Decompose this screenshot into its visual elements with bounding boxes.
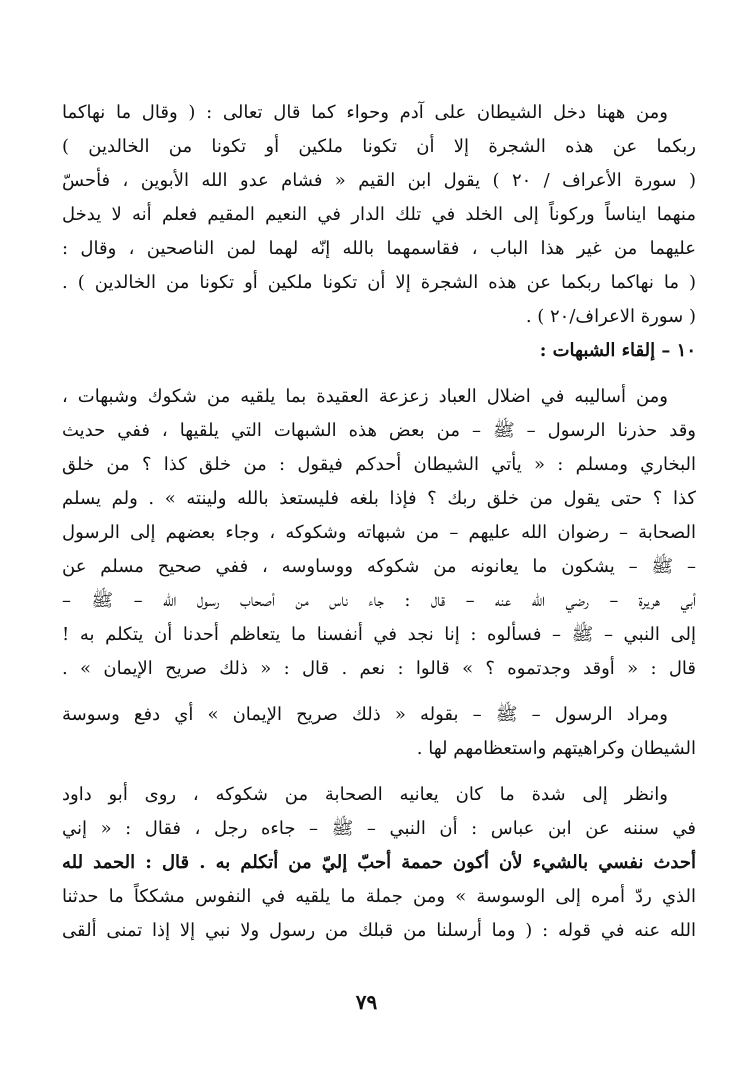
paragraph-meaning bbox=[62, 698, 696, 766]
page-number: ٧٩ bbox=[355, 990, 378, 1014]
paragraph-companions bbox=[62, 778, 696, 948]
text-line: وانظر إلى شدة ما كان يعانيه الصحابة من شكوكه ، روى أبو داود bbox=[62, 784, 668, 805]
text-line: الشيطان وكراهيتهم واستعظامهم لها . bbox=[416, 738, 696, 759]
text-line: عليهما من غير هذا الباب ، فقاسمهما بالله إنّه لهما لمن الناصحين ، وقال : bbox=[62, 238, 696, 259]
text-line: أحدث نفسي بالشيء لأن أكون حممة أحبّ إليّ من أتكلم به . قال : الحمد لله bbox=[62, 852, 696, 873]
text-line: ومن ههنا دخل الشيطان على آدم وحواء كما قال تعالى : ( وقال ما نهاكما bbox=[62, 102, 668, 123]
text-line: إلى النبي – ﷺ – فسألوه : إنا نجد في أنفسنا ما يتعاظم أحدنا أن يتكلم به ! bbox=[62, 624, 696, 645]
text-line: – ﷺ – يشكون ما يعانونه من شكوكه ووساوسه ، ففي صحيح مسلم عن bbox=[62, 556, 696, 577]
text-line: في سننه عن ابن عباس : أن النبي – ﷺ – جاءه رجل ، فقال : « إني bbox=[62, 818, 696, 839]
page-text bbox=[62, 96, 696, 948]
text-line: ( سورة الأعراف / ٢٠ ) يقول ابن القيم « فشام عدو الله الأبوين ، فأحسّ bbox=[62, 170, 696, 191]
section-heading: ١٠ – إلقاء الشبهات : bbox=[539, 340, 696, 361]
text-line: منهما ايناساً وركوناً إلى الخلد في تلك الدار في النعيم المقيم فعلم أنه لا يدخل bbox=[62, 204, 696, 225]
text-line: الذي ردّ أمره إلى الوسوسة » ومن جملة ما يلقيه في النفوس مشككاً ما حدثنا bbox=[62, 886, 696, 907]
text-line: الصحابة – رضوان الله عليهم – من شبهاته وشكوكه ، وجاء بعضهم إلى الرسول bbox=[62, 522, 696, 543]
text-line: كذا ؟ حتى يقول من خلق ربك ؟ فإذا بلغه فليستعذ بالله ولينته » . ولم يسلم bbox=[62, 488, 696, 509]
text-line: وقد حذرنا الرسول – ﷺ – من بعض هذه الشبهات التي يلقيها ، ففي حديث bbox=[62, 420, 696, 441]
text-line: ( سورة الاعراف/٢٠ ) . bbox=[525, 306, 696, 327]
text-line: أبي هريرة – رضي الله عنه – قال : جاء ناس من أصحاب رسول الله – ﷺ – bbox=[62, 590, 696, 611]
text-line: الله عنه في قوله : ( وما أرسلنا من قبلك من رسول ولا نبي إلا إذا تمنى ألقى bbox=[62, 920, 696, 941]
text-line: ومن أساليبه في اضلال العباد زعزعة العقيدة بما يلقيه من شكوك وشبهات ، bbox=[62, 386, 668, 407]
text-line: البخاري ومسلم : « يأتي الشيطان أحدكم فيقول : من خلق كذا ؟ من خلق bbox=[62, 454, 696, 475]
text-line: ومراد الرسول – ﷺ – بقوله « ذلك صريح الإيمان » أي دفع وسوسة bbox=[62, 704, 668, 725]
text-line: ربكما عن هذه الشجرة إلا أن تكونا ملكين أو تكونا من الخالدين ) bbox=[62, 136, 696, 157]
paragraph-doubts bbox=[62, 380, 696, 686]
paragraph-satan-adam bbox=[62, 96, 696, 334]
text-line: قال : « أوقد وجدتموه ؟ » قالوا : نعم . قال : « ذلك صريح الإيمان » . bbox=[62, 658, 696, 679]
text-line: ( ما نهاكما ربكما عن هذه الشجرة إلا أن تكونا ملكين أو تكونا من الخالدين ) . bbox=[62, 272, 696, 293]
